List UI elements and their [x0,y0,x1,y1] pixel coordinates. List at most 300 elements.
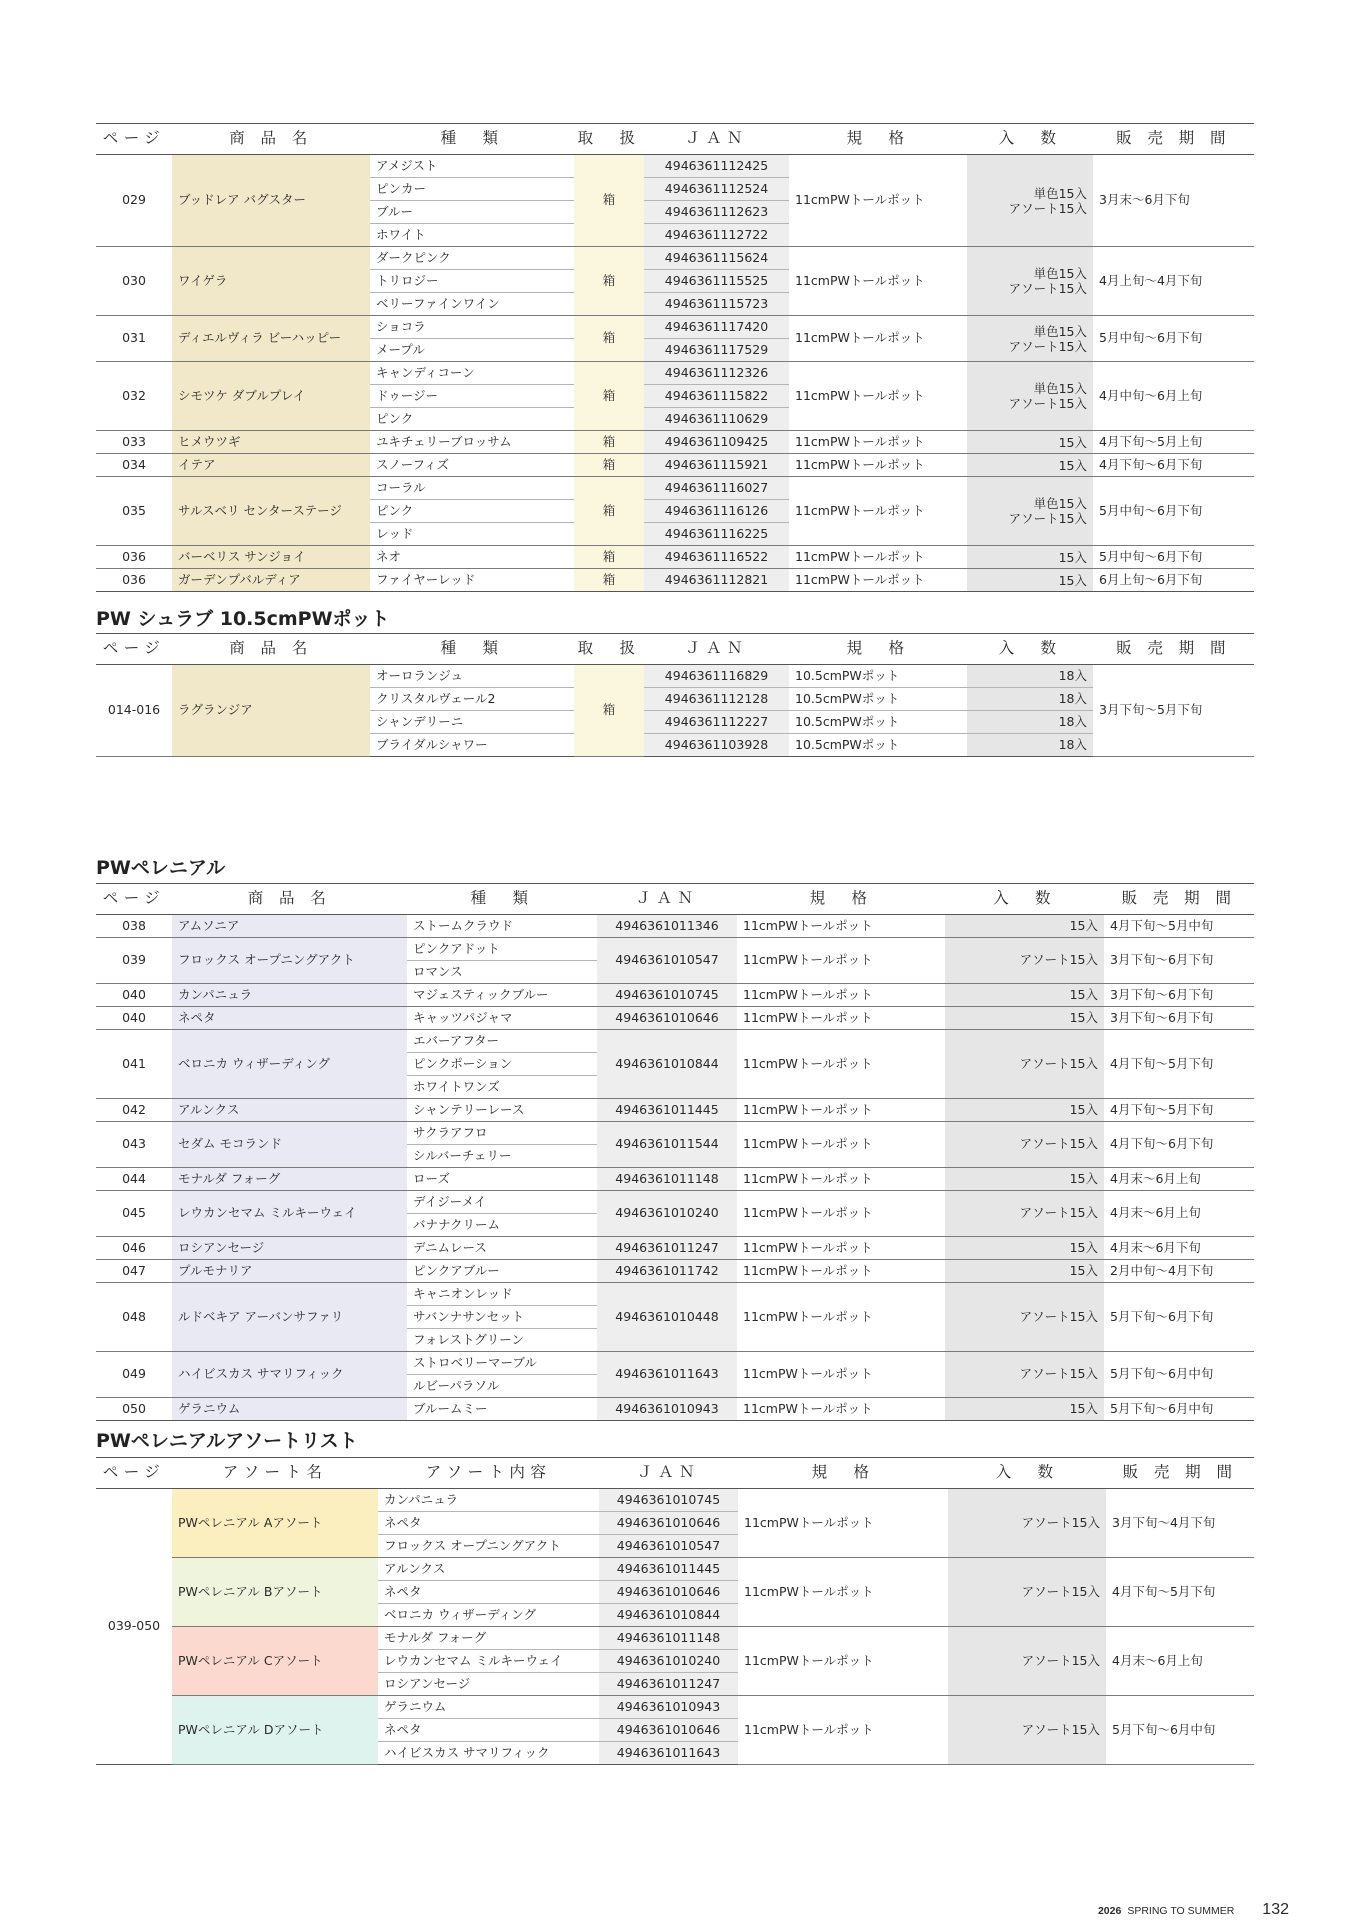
assort-content-cell: ゲラニウム [378,1696,599,1719]
col-period: 販 売 期 間 [1104,884,1254,915]
sales-period-cell: 5月下旬～6月中旬 [1104,1352,1254,1398]
table-row [96,1696,1254,1719]
spec-cell: 10.5cmPWポット [789,688,967,711]
jan-cell: 4946361010745 [597,984,737,1007]
jan-cell: 4946361112623 [644,201,789,224]
assort-content-cell: ネペタ [378,1512,599,1535]
jan-cell: 4946361011643 [597,1352,737,1398]
page-number-cell: 030 [96,247,172,316]
section-title-perennial: PWペレニアル [96,857,226,879]
spec-cell: 11cmPWトールポット [789,247,967,316]
jan-cell: 4946361010240 [597,1191,737,1237]
col-page: ページ [96,884,172,915]
col-product: 商 品 名 [172,634,370,665]
quantity-cell: アソート15入 [948,1558,1106,1627]
assort-content-cell: レウカンセマム ミルキーウェイ [378,1650,599,1673]
variety-cell: ピンク [370,408,574,431]
jan-cell: 4946361116829 [644,665,789,688]
assort-name-cell: PWペレニアル Aアソート [172,1489,378,1558]
quantity-cell [967,477,1093,546]
sales-period-cell: 5月下旬～6月中旬 [1104,1398,1254,1421]
sales-period-cell: 4月下旬～6月下旬 [1104,1122,1254,1168]
variety-cell: キャッツパジャマ [407,1007,597,1030]
product-name-cell: ハイビスカス サマリフィック [172,1352,407,1398]
page-number-cell: 039-050 [96,1489,172,1765]
assort-content-cell: フロックス オープニングアクト [378,1535,599,1558]
page-number-cell: 045 [96,1191,172,1237]
quantity-cell [967,247,1093,316]
quantity-line: 15入 [1058,549,1087,565]
table-row [96,938,1254,961]
spec-cell: 10.5cmPWポット [789,734,967,757]
quantity-cell: アソート15入 [945,1191,1104,1237]
jan-cell: 4946361010646 [599,1719,738,1742]
col-handling: 取 扱 [574,124,644,155]
handling-cell: 箱 [574,316,644,362]
variety-cell: ロマンス [407,961,597,984]
table-row [96,362,1254,385]
quantity-cell: アソート15入 [945,1352,1104,1398]
table-row [96,984,1254,1007]
variety-cell: ブルームミー [407,1398,597,1421]
product-name-cell: バーベリス サンジョイ [172,546,370,569]
quantity-cell: アソート15入 [945,938,1104,984]
jan-cell: 4946361011643 [599,1742,738,1765]
table-row [96,1627,1254,1650]
sales-period-cell: 3月下旬～6月下旬 [1104,938,1254,984]
col-period: 販 売 期 間 [1093,634,1254,665]
page-number-cell: 014-016 [96,665,172,757]
table-row [96,1237,1254,1260]
table-header-row [96,884,1254,915]
col-assort-name: アソート名 [172,1458,378,1489]
variety-cell: キャンディコーン [370,362,574,385]
table-header-row [96,1458,1254,1489]
table-row [96,1260,1254,1283]
jan-cell: 4946361112425 [644,155,789,178]
spec-cell: 11cmPWトールポット [789,477,967,546]
assort-name-cell: PWペレニアル Dアソート [172,1696,378,1765]
table-row [96,1489,1254,1512]
product-name-cell: モナルダ フォーグ [172,1168,407,1191]
jan-cell: 4946361010943 [597,1398,737,1421]
quantity-cell [967,316,1093,362]
table-row [96,1558,1254,1581]
sales-period-cell: 3月下旬～5月下旬 [1093,665,1254,757]
quantity-cell: 15入 [945,1237,1104,1260]
table-row [96,1352,1254,1375]
handling-cell: 箱 [574,477,644,546]
quantity-cell: アソート15入 [945,1122,1104,1168]
spec-cell: 11cmPWトールポット [789,362,967,431]
spec-cell: 11cmPWトールポット [738,1696,948,1765]
quantity-cell: アソート15入 [948,1696,1106,1765]
table-row [96,546,1254,569]
table-row [96,1030,1254,1053]
jan-cell: 4946361011247 [599,1673,738,1696]
assort-content-cell: カンパニュラ [378,1489,599,1512]
page-number-cell: 029 [96,155,172,247]
spec-cell: 11cmPWトールポット [737,1122,945,1168]
jan-cell: 4946361115822 [644,385,789,408]
jan-cell: 4946361011742 [597,1260,737,1283]
spec-cell: 11cmPWトールポット [737,938,945,984]
table-row [96,431,1254,454]
product-name-cell: プルモナリア [172,1260,407,1283]
quantity-cell [967,569,1093,592]
quantity-cell: 15入 [945,1260,1104,1283]
page-footer [1098,1901,1289,1919]
table-row [96,1099,1254,1122]
spec-cell: 11cmPWトールポット [737,1168,945,1191]
quantity-cell [967,454,1093,477]
col-jan: ＪＡＮ [597,884,737,915]
jan-cell: 4946361112326 [644,362,789,385]
jan-cell: 4946361116225 [644,523,789,546]
table-row [96,454,1254,477]
spec-cell: 11cmPWトールポット [737,1191,945,1237]
quantity-cell: アソート15入 [945,1030,1104,1099]
sales-period-cell: 3月下旬～4月下旬 [1106,1489,1254,1558]
sales-period-cell: 4月上旬～4月下旬 [1093,247,1254,316]
variety-cell: ブライダルシャワー [370,734,574,757]
spec-cell: 10.5cmPWポット [789,711,967,734]
col-qty: 入 数 [967,124,1093,155]
sales-period-cell: 4月下旬～5月下旬 [1104,1099,1254,1122]
col-period: 販 売 期 間 [1093,124,1254,155]
page-number-cell: 040 [96,1007,172,1030]
table-row [96,155,1254,178]
page-number-cell: 038 [96,915,172,938]
handling-cell: 箱 [574,362,644,431]
quantity-line: アソート15入 [1008,200,1087,216]
sales-period-cell: 4月下旬～5月上旬 [1093,431,1254,454]
col-qty: 入 数 [948,1458,1106,1489]
assort-content-cell: ロシアンセージ [378,1673,599,1696]
footer-season: SPRING TO SUMMER [1127,1905,1235,1917]
product-name-cell: アルンクス [172,1099,407,1122]
perennial-table [96,883,1254,1421]
variety-cell: ホワイトワンズ [407,1076,597,1099]
quantity-cell: アソート15入 [948,1627,1106,1696]
col-jan: ＪＡＮ [644,634,789,665]
jan-cell: 4946361010844 [597,1030,737,1099]
variety-cell: ファイヤーレッド [370,569,574,592]
assort-name-cell: PWペレニアル Bアソート [172,1558,378,1627]
page-number-cell: 048 [96,1283,172,1352]
sales-period-cell: 4月末～6月上旬 [1104,1191,1254,1237]
quantity-cell: 18入 [967,688,1093,711]
jan-cell: 4946361112128 [644,688,789,711]
product-name-cell: ゲラニウム [172,1398,407,1421]
col-jan: ＪＡＮ [644,124,789,155]
variety-cell: ショコラ [370,316,574,339]
product-name-cell: ディエルヴィラ ビーハッピー [172,316,370,362]
table-row [96,1007,1254,1030]
page-number-cell: 049 [96,1352,172,1398]
quantity-cell: 18入 [967,665,1093,688]
product-name-cell: ロシアンセージ [172,1237,407,1260]
sales-period-cell: 3月末～6月下旬 [1093,155,1254,247]
variety-cell: ピンカー [370,178,574,201]
quantity-cell [967,546,1093,569]
col-page: ページ [96,124,172,155]
table-row [96,569,1254,592]
variety-cell: コーラル [370,477,574,500]
quantity-line: 15入 [1058,457,1087,473]
jan-cell: 4946361116126 [644,500,789,523]
table-row [96,1283,1254,1306]
quantity-line: アソート15入 [1008,281,1087,296]
table-row [96,1398,1254,1421]
page-number-cell: 040 [96,984,172,1007]
spec-cell: 11cmPWトールポット [737,1398,945,1421]
product-name-cell: ベロニカ ウィザーディング [172,1030,407,1099]
variety-cell: オーロランジュ [370,665,574,688]
spec-cell: 11cmPWトールポット [789,546,967,569]
page-number-cell: 042 [96,1099,172,1122]
spec-cell: 11cmPWトールポット [737,1030,945,1099]
section-title-assort-list: PWペレニアルアソートリスト [96,1430,358,1452]
page-number-cell: 032 [96,362,172,431]
jan-cell: 4946361010646 [599,1512,738,1535]
table-row [96,477,1254,500]
sales-period-cell: 4月下旬～5月中旬 [1104,915,1254,938]
sales-period-cell: 2月中旬～4月下旬 [1104,1260,1254,1283]
jan-cell: 4946361011148 [597,1168,737,1191]
variety-cell: ピンク [370,500,574,523]
variety-cell: デイジーメイ [407,1191,597,1214]
jan-cell: 4946361010943 [599,1696,738,1719]
page-number-cell: 035 [96,477,172,546]
table-row [96,1191,1254,1214]
jan-cell: 4946361112722 [644,224,789,247]
variety-cell: キャニオンレッド [407,1283,597,1306]
shrub-tall-pot-table [96,123,1254,592]
product-name-cell: ガーデンプバルディア [172,569,370,592]
col-variety: 種 類 [370,634,574,665]
variety-cell: マジェスティックブルー [407,984,597,1007]
variety-cell: ルビーパラソル [407,1375,597,1398]
page-number-cell: 043 [96,1122,172,1168]
quantity-cell: 15入 [945,1007,1104,1030]
variety-cell: サバンナサンセット [407,1306,597,1329]
variety-cell: アメジスト [370,155,574,178]
assort-list-table [96,1457,1254,1765]
jan-cell: 4946361010844 [599,1604,738,1627]
spec-cell: 11cmPWトールポット [737,1283,945,1352]
quantity-cell: 15入 [945,915,1104,938]
page-number-cell: 050 [96,1398,172,1421]
variety-cell: シャンデリーニ [370,711,574,734]
quantity-cell: 15入 [945,984,1104,1007]
handling-cell: 箱 [574,665,644,757]
table-row [96,1122,1254,1145]
jan-cell: 4946361115624 [644,247,789,270]
product-name-cell: カンパニュラ [172,984,407,1007]
spec-cell: 11cmPWトールポット [737,1237,945,1260]
sales-period-cell: 4月下旬～6月下旬 [1093,454,1254,477]
spec-cell: 11cmPWトールポット [737,1260,945,1283]
jan-cell: 4946361010240 [599,1650,738,1673]
quantity-cell: アソート15入 [948,1489,1106,1558]
sales-period-cell: 6月上旬～6月下旬 [1093,569,1254,592]
handling-cell: 箱 [574,431,644,454]
variety-cell: ブルー [370,201,574,224]
sales-period-cell: 4月下旬～5月下旬 [1104,1030,1254,1099]
col-qty: 入 数 [945,884,1104,915]
quantity-line: 15入 [1058,434,1087,450]
sales-period-cell: 4月末～6月上旬 [1106,1627,1254,1696]
sales-period-cell: 5月下旬～6月下旬 [1104,1283,1254,1352]
quantity-cell: 18入 [967,734,1093,757]
page-number-cell: 033 [96,431,172,454]
page-number-cell: 039 [96,938,172,984]
product-name-cell: ネペタ [172,1007,407,1030]
sales-period-cell: 5月中旬～6月下旬 [1093,477,1254,546]
variety-cell: デニムレース [407,1237,597,1260]
product-name-cell: レウカンセマム ミルキーウェイ [172,1191,407,1237]
quantity-line: 単色15入 [1033,185,1087,201]
variety-cell: ストロベリーマーブル [407,1352,597,1375]
spec-cell: 11cmPWトールポット [738,1489,948,1558]
sales-period-cell: 4月中旬～6月上旬 [1093,362,1254,431]
spec-cell: 11cmPWトールポット [789,569,967,592]
page-number-cell: 046 [96,1237,172,1260]
sales-period-cell: 4月末～6月下旬 [1104,1237,1254,1260]
variety-cell: トリロジー [370,270,574,293]
col-variety: 種 類 [370,124,574,155]
col-jan: ＪＡＮ [599,1458,738,1489]
product-name-cell: イテア [172,454,370,477]
product-name-cell: ルドベキア アーバンサファリ [172,1283,407,1352]
variety-cell: ストームクラウド [407,915,597,938]
product-name-cell: アムソニア [172,915,407,938]
variety-cell: スノーフィズ [370,454,574,477]
jan-cell: 4946361011544 [597,1122,737,1168]
sales-period-cell: 3月下旬～6月下旬 [1104,1007,1254,1030]
sales-period-cell: 5月下旬～6月中旬 [1106,1696,1254,1765]
handling-cell: 箱 [574,546,644,569]
col-spec: 規 格 [789,634,967,665]
col-page: ページ [96,1458,172,1489]
col-handling: 取 扱 [574,634,644,665]
quantity-cell: 15入 [945,1398,1104,1421]
assort-content-cell: モナルダ フォーグ [378,1627,599,1650]
spec-cell: 11cmPWトールポット [738,1558,948,1627]
variety-cell: ピンクポーション [407,1053,597,1076]
variety-cell: メープル [370,339,574,362]
variety-cell: ドゥージー [370,385,574,408]
quantity-cell: 18入 [967,711,1093,734]
product-name-cell: シモツケ ダブルプレイ [172,362,370,431]
assort-content-cell: アルンクス [378,1558,599,1581]
product-name-cell: セダム モコランド [172,1122,407,1168]
col-variety: 種 類 [407,884,597,915]
variety-cell: レッド [370,523,574,546]
table-row [96,915,1254,938]
jan-cell: 4946361116027 [644,477,789,500]
quantity-line: 15入 [1058,572,1087,588]
col-period: 販 売 期 間 [1106,1458,1254,1489]
variety-cell: バナナクリーム [407,1214,597,1237]
col-assort-content: アソート内容 [378,1458,599,1489]
quantity-cell: アソート15入 [945,1283,1104,1352]
page-number-cell: 036 [96,569,172,592]
spec-cell: 11cmPWトールポット [737,915,945,938]
sales-period-cell: 3月下旬～6月下旬 [1104,984,1254,1007]
quantity-line: 単色15入 [1033,496,1087,511]
jan-cell: 4946361103928 [644,734,789,757]
quantity-line: 単色15入 [1033,381,1087,396]
variety-cell: ダークピンク [370,247,574,270]
jan-cell: 4946361117420 [644,316,789,339]
footer-year: 2026 [1097,1905,1122,1917]
spec-cell: 11cmPWトールポット [737,1352,945,1398]
jan-cell: 4946361112821 [644,569,789,592]
jan-cell: 4946361010646 [599,1581,738,1604]
page-number: 132 [1262,1901,1289,1918]
handling-cell: 箱 [574,155,644,247]
table-row [96,247,1254,270]
spec-cell: 10.5cmPWポット [789,665,967,688]
section-title-shrub-105: PW シュラブ 10.5cmPWポット [96,608,390,630]
sales-period-cell: 5月中旬～6月下旬 [1093,316,1254,362]
product-name-cell: ブッドレア バグスター [172,155,370,247]
product-name-cell: ヒメウツギ [172,431,370,454]
col-product: 商 品 名 [172,884,407,915]
quantity-cell [967,155,1093,247]
assort-content-cell: ネペタ [378,1719,599,1742]
jan-cell: 4946361011346 [597,915,737,938]
jan-cell: 4946361011445 [597,1099,737,1122]
table-header-row [96,124,1254,155]
jan-cell: 4946361117529 [644,339,789,362]
spec-cell: 11cmPWトールポット [737,1099,945,1122]
assort-content-cell: ベロニカ ウィザーディング [378,1604,599,1627]
variety-cell: ローズ [407,1168,597,1191]
col-spec: 規 格 [737,884,945,915]
variety-cell: ユキチェリーブロッサム [370,431,574,454]
sales-period-cell: 5月中旬～6月下旬 [1093,546,1254,569]
spec-cell: 11cmPWトールポット [789,454,967,477]
quantity-line: アソート15入 [1008,338,1087,354]
jan-cell: 4946361110629 [644,408,789,431]
jan-cell: 4946361115723 [644,293,789,316]
variety-cell: ピンクアブルー [407,1260,597,1283]
jan-cell: 4946361109425 [644,431,789,454]
col-product: 商 品 名 [172,124,370,155]
jan-cell: 4946361010646 [597,1007,737,1030]
spec-cell: 11cmPWトールポット [738,1627,948,1696]
assort-content-cell: ネペタ [378,1581,599,1604]
spec-cell: 11cmPWトールポット [789,316,967,362]
product-name-cell: ワイゲラ [172,247,370,316]
variety-cell: サクラアフロ [407,1122,597,1145]
col-spec: 規 格 [789,124,967,155]
variety-cell: エバーアフター [407,1030,597,1053]
sales-period-cell: 4月末～6月上旬 [1104,1168,1254,1191]
variety-cell: ホワイト [370,224,574,247]
spec-cell: 11cmPWトールポット [789,431,967,454]
jan-cell: 4946361011247 [597,1237,737,1260]
handling-cell: 箱 [574,247,644,316]
handling-cell: 箱 [574,569,644,592]
assort-content-cell: ハイビスカス サマリフィック [378,1742,599,1765]
jan-cell: 4946361010547 [599,1535,738,1558]
page-number-cell: 031 [96,316,172,362]
jan-cell: 4946361010547 [597,938,737,984]
